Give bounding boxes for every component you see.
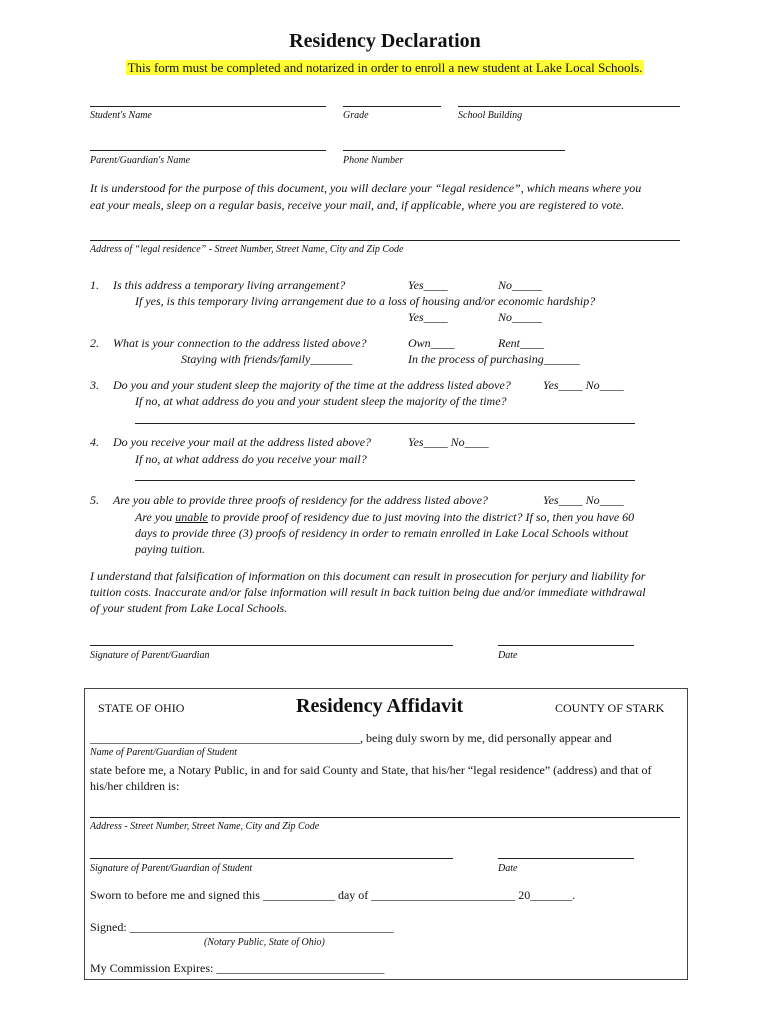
q4-number: 4. <box>90 435 99 449</box>
q2-purchasing[interactable]: In the process of purchasing______ <box>408 352 580 366</box>
warning-line-1: I understand that falsification of information on this document can result in prosecution for perjury and liability for <box>90 569 646 583</box>
affidavit-date-field[interactable] <box>498 858 634 859</box>
parent-name-label: Parent/Guardian's Name <box>90 155 191 166</box>
intro-line-1: It is understood for the purpose of this document, you will declare your “legal residence”, which means where you <box>90 181 642 195</box>
affidavit-signature-field[interactable] <box>90 858 453 859</box>
q1-sub-no[interactable]: No_____ <box>498 310 543 324</box>
parent-signature-field[interactable] <box>90 645 453 646</box>
notary-label: (Notary Public, State of Ohio) <box>204 937 325 948</box>
q5-sub-line-1 <box>135 510 634 525</box>
q3-text: Do you and your student sleep the majority of the time at the address listed above? <box>113 378 511 392</box>
q2-text: What is your connection to the address listed above? <box>113 336 367 350</box>
school-building-label: School Building <box>458 110 523 121</box>
q1-no[interactable]: No_____ <box>498 278 543 292</box>
affidavit-address-field[interactable] <box>90 817 680 818</box>
commission-expires[interactable]: My Commission Expires: ____________________________ <box>90 961 385 975</box>
phone-label: Phone Number <box>343 155 404 166</box>
q5-yes-no[interactable]: Yes____ No____ <box>543 493 624 507</box>
q4-address-field[interactable] <box>135 480 635 481</box>
q5-sub-underlined: unable <box>175 510 208 524</box>
affidavit-signed[interactable]: Signed: ____________________________________________ <box>90 920 394 934</box>
school-building-field[interactable] <box>458 106 680 107</box>
q1-subquestion: If yes, is this temporary living arrangement due to a loss of housing and/or economic hardship? <box>135 294 596 308</box>
parent-name-field[interactable] <box>90 150 326 151</box>
q4-subquestion: If no, at what address do you receive your mail? <box>135 452 367 466</box>
phone-field[interactable] <box>343 150 565 151</box>
grade-field[interactable] <box>343 106 441 107</box>
q4-yes-no[interactable]: Yes____ No____ <box>408 435 489 449</box>
affidavit-date-label: Date <box>498 863 518 874</box>
page-title: Residency Declaration <box>289 30 481 52</box>
q5-sub-line-3: paying tuition. <box>135 542 205 556</box>
warning-line-2: tuition costs. Inaccurate and/or false information will result in back tuition being due and/or immediate withdrawal <box>90 585 646 599</box>
affidavit-sworn-before[interactable]: Sworn to before me and signed this ____________ day of ________________________ 20_______. <box>90 888 576 902</box>
q1-sub-yes[interactable]: Yes____ <box>408 310 448 324</box>
affidavit-state: STATE OF OHIO <box>98 701 185 715</box>
q2-number: 2. <box>90 336 99 350</box>
intro-line-2: eat your meals, sleep on a regular basis, receive your mail, and, if applicable, where you are registered to vote. <box>90 198 625 212</box>
parent-signature-label: Signature of Parent/Guardian <box>90 650 210 661</box>
q3-subquestion: If no, at what address do you and your student sleep the majority of the time? <box>135 394 507 408</box>
legal-address-field[interactable] <box>90 240 680 241</box>
notice-text: This form must be completed and notarized in order to enroll a new student at Lake Local Schools. <box>127 60 643 75</box>
q3-number: 3. <box>90 378 99 392</box>
affidavit-county: COUNTY OF STARK <box>555 701 665 715</box>
q5-sub-pre: Are you <box>135 510 176 524</box>
q3-address-field[interactable] <box>135 423 635 424</box>
q5-sub-line-2: days to provide three (3) proofs of residency in order to remain enrolled in Lake Local Schools without <box>135 526 629 540</box>
affidavit-statement-line-1: state before me, a Notary Public, in and for said County and State, that his/her “legal residence” (address) and that of <box>90 763 652 777</box>
signature-date-label: Date <box>498 650 518 661</box>
student-name-label: Student's Name <box>90 110 152 121</box>
q4-text: Do you receive your mail at the address listed above? <box>113 435 372 449</box>
q5-text: Are you able to provide three proofs of residency for the address listed above? <box>113 493 488 507</box>
affidavit-name-label: Name of Parent/Guardian of Student <box>90 747 238 758</box>
q1-text: Is this address a temporary living arrangement? <box>113 278 346 292</box>
student-name-field[interactable] <box>90 106 326 107</box>
affidavit-signature-label: Signature of Parent/Guardian of Student <box>90 863 253 874</box>
affidavit-statement-line-2: his/her children is: <box>90 779 180 793</box>
signature-date-field[interactable] <box>498 645 634 646</box>
legal-address-label: Address of “legal residence” - Street Number, Street Name, City and Zip Code <box>90 244 404 255</box>
warning-line-3: of your student from Lake Local Schools. <box>90 601 288 615</box>
q1-yes[interactable]: Yes____ <box>408 278 448 292</box>
q2-rent[interactable]: Rent____ <box>498 336 544 350</box>
affidavit-sworn-line[interactable]: _____________________________________________, being duly sworn by me, did personally appear and <box>90 731 612 745</box>
q3-yes-no[interactable]: Yes____ No____ <box>543 378 624 392</box>
q1-number: 1. <box>90 278 99 292</box>
affidavit-title: Residency Affidavit <box>296 695 464 717</box>
q5-number: 5. <box>90 493 99 507</box>
q5-sub-post: to provide proof of residency due to just moving into the district? If so, then you have 60 <box>207 510 635 524</box>
grade-label: Grade <box>343 110 369 121</box>
enrollment-notice <box>0 60 770 76</box>
affidavit-address-label: Address - Street Number, Street Name, City and Zip Code <box>90 821 320 832</box>
q2-own[interactable]: Own____ <box>408 336 455 350</box>
q2-friends-family[interactable]: Staying with friends/family_______ <box>181 352 353 366</box>
